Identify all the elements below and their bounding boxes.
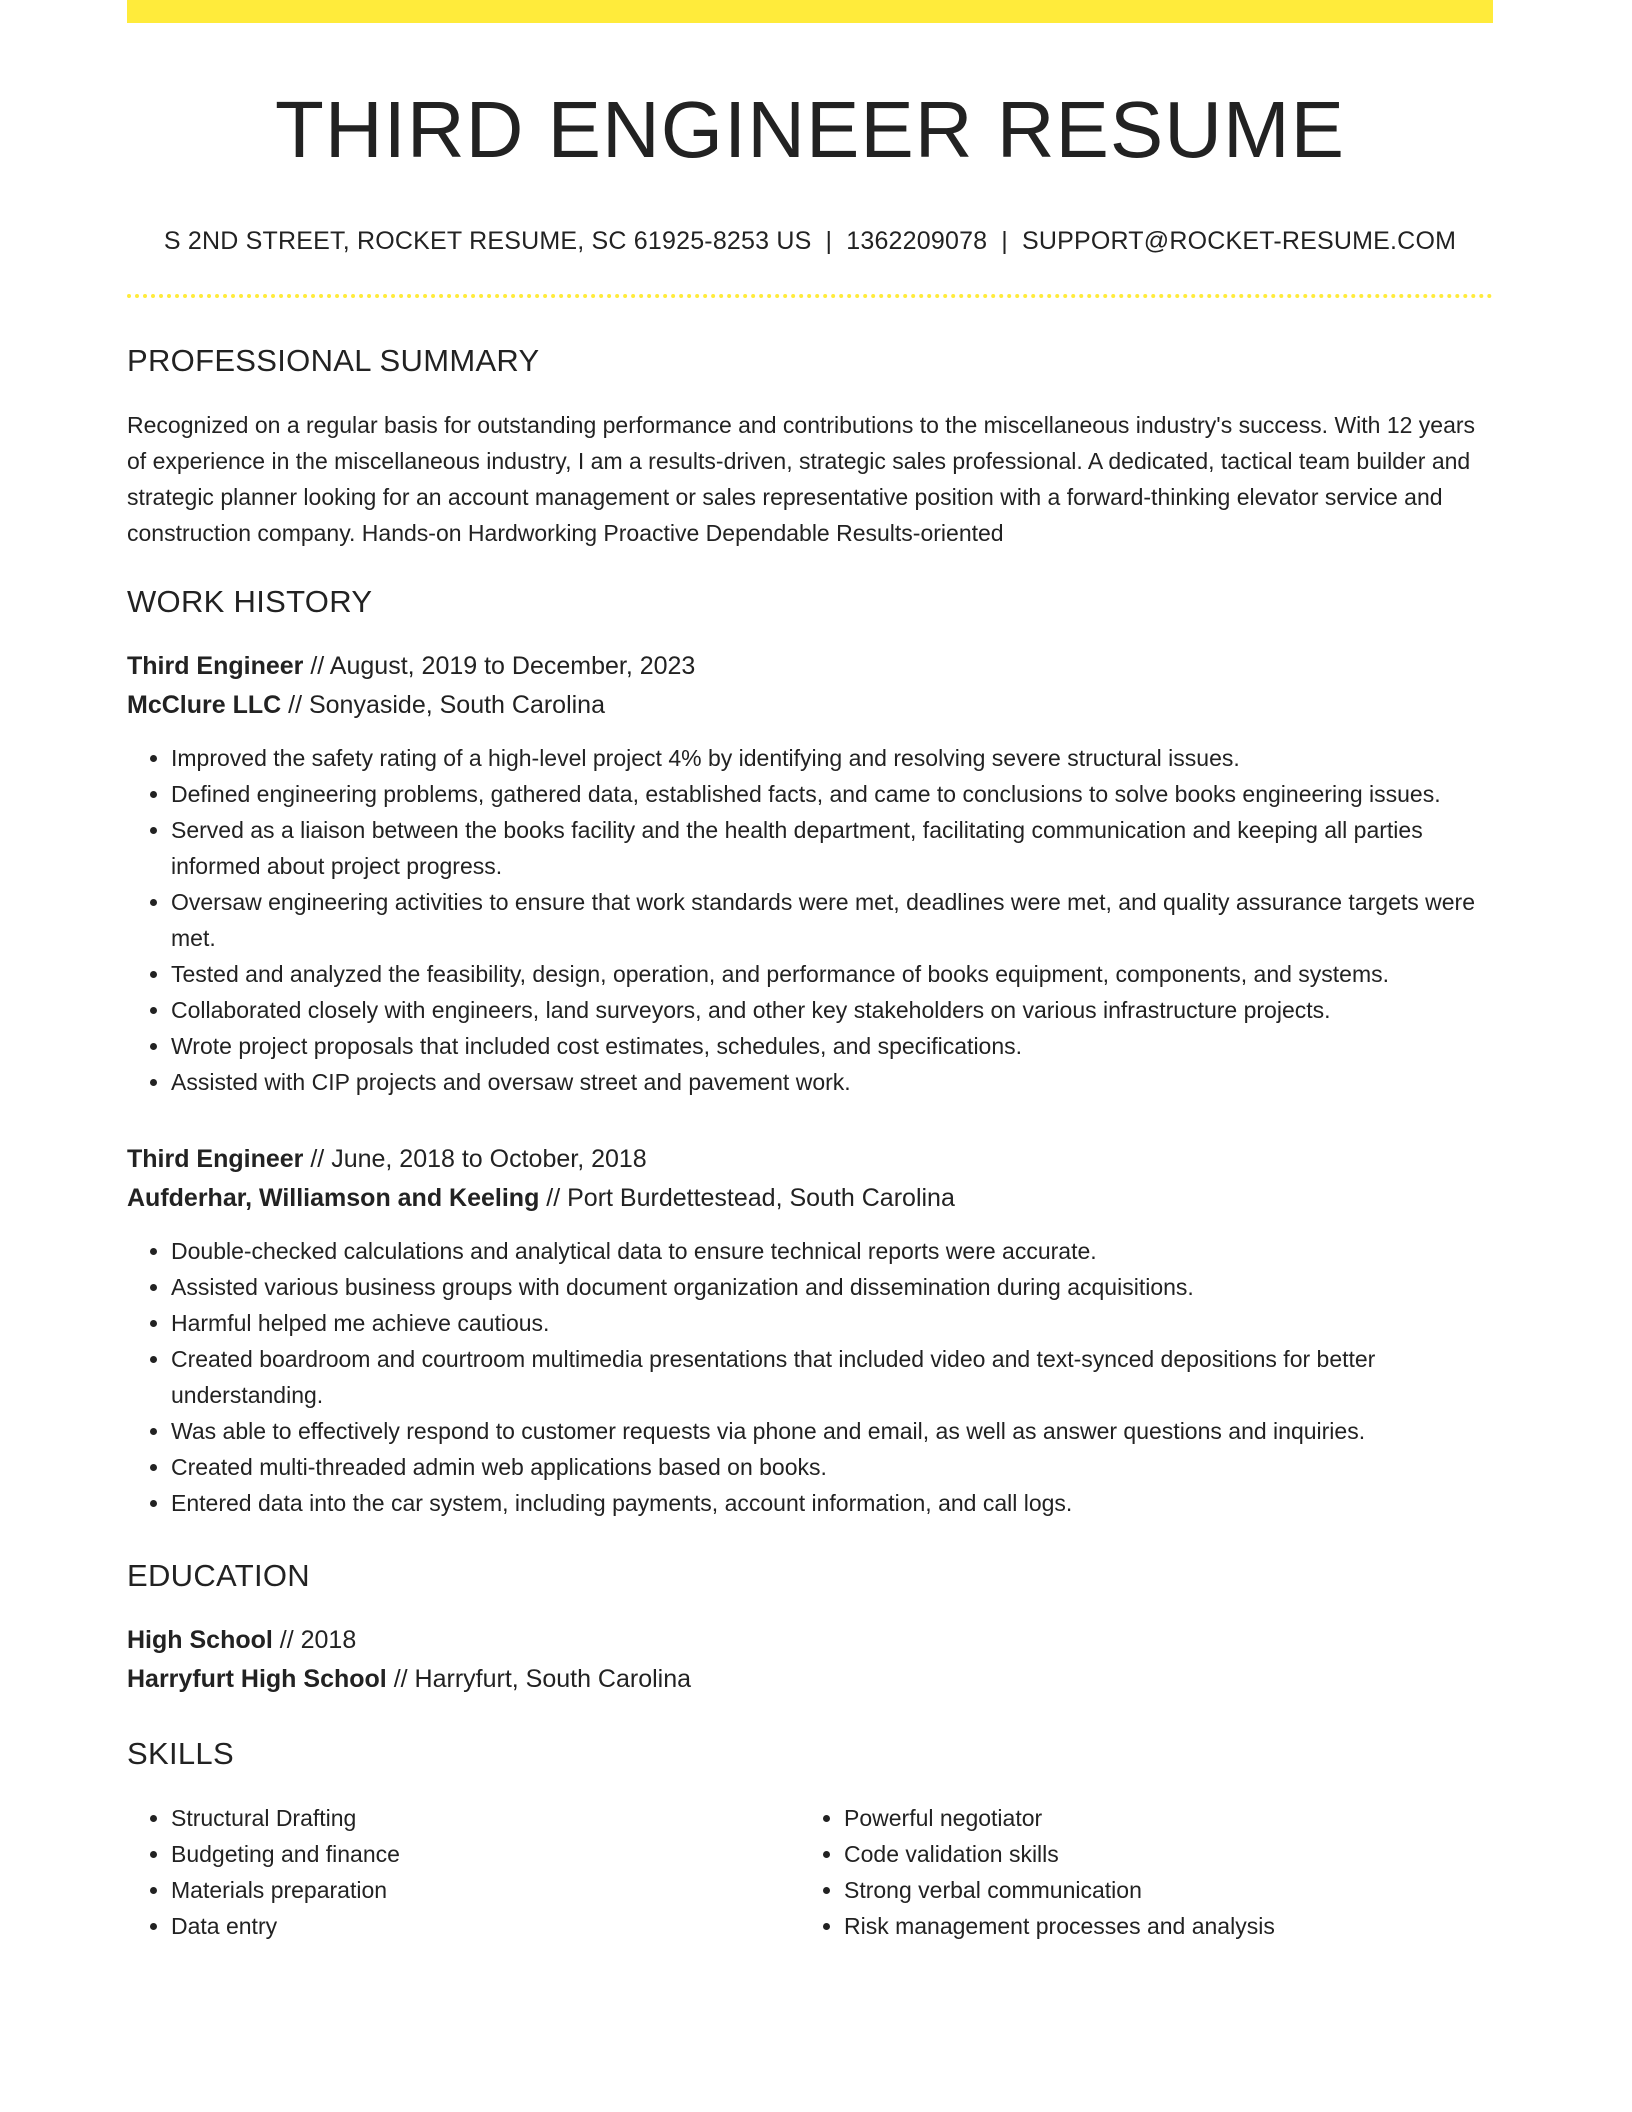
job-company: McClure LLC xyxy=(127,691,282,719)
contact-phone: 1362209078 xyxy=(846,227,988,255)
job-dates: // August, 2019 to December, 2023 xyxy=(303,652,696,680)
job-location: // Port Burdettestead, South Carolina xyxy=(539,1184,955,1212)
skill-item: • Materials preparation xyxy=(171,1872,800,1908)
contact-separator: | xyxy=(825,227,833,255)
job-bullet: • Harmful helped me achieve cautious. xyxy=(171,1305,1493,1341)
job-bullet: • Tested and analyzed the feasibility, design, operation, and performance of books equipment, components, and systems. xyxy=(171,956,1493,992)
job-bullet: • Wrote project proposals that included cost estimates, schedules, and specifications. xyxy=(171,1028,1493,1064)
skill-item: • Data entry xyxy=(171,1908,800,1944)
job-entry xyxy=(127,1140,1493,1521)
education-school: Harryfurt High School xyxy=(127,1665,387,1693)
education-school-line xyxy=(127,1660,1493,1699)
skills-columns xyxy=(127,1800,1493,1944)
contact-line xyxy=(127,227,1493,256)
job-role-line xyxy=(127,1140,1493,1179)
resume-title: THIRD ENGINEER RESUME xyxy=(275,85,1345,174)
education-degree: High School xyxy=(127,1626,273,1654)
job-bullet: • Collaborated closely with engineers, land surveyors, and other key stakeholders on various infrastructure projects. xyxy=(171,992,1493,1028)
skill-item: • Risk management processes and analysis xyxy=(844,1908,1473,1944)
dotted-divider xyxy=(127,294,1493,298)
job-company-line xyxy=(127,686,1493,725)
job-bullet: • Improved the safety rating of a high-level project 4% by identifying and resolving severe structural issues. xyxy=(171,740,1493,776)
contact-separator: | xyxy=(1001,227,1008,255)
education-heading: EDUCATION xyxy=(127,1558,310,1593)
job-bullets xyxy=(127,740,1493,1100)
job-bullet: • Entered data into the car system, including payments, account information, and call logs. xyxy=(171,1485,1493,1521)
contact-email: SUPPORT@ROCKET-RESUME.COM xyxy=(1021,227,1457,255)
education-degree-line xyxy=(127,1621,1493,1660)
job-role: Third Engineer xyxy=(127,1145,304,1173)
job-bullets xyxy=(127,1233,1493,1521)
skill-item: • Powerful negotiator xyxy=(844,1800,1473,1836)
top-accent-bar xyxy=(127,0,1493,23)
job-bullet: • Defined engineering problems, gathered data, established facts, and came to conclusions to solve books engineering issues. xyxy=(171,776,1493,812)
job-dates: // June, 2018 to October, 2018 xyxy=(303,1145,647,1173)
summary-text: Recognized on a regular basis for outstanding performance and contributions to the miscellaneous industry's success. With 12 years of experience in the miscellaneous industry, I am a results-driven, strategic sales professional. A dedicated, tactical team builder and strategic planner looking for an account management or sales representative position with a forward-thinking elevator service and construction company. Hands-on Hardworking Proactive Dependable Results-oriented xyxy=(127,412,1476,546)
skills-list-right xyxy=(800,1800,1473,1944)
job-bullet: • Oversaw engineering activities to ensure that work standards were met, deadlines were met, and quality assurance targets were met. xyxy=(171,884,1493,956)
job-bullet: • Assisted various business groups with document organization and dissemination during acquisitions. xyxy=(171,1269,1493,1305)
job-bullet: • Assisted with CIP projects and oversaw street and pavement work. xyxy=(171,1064,1493,1100)
job-bullet: • Was able to effectively respond to customer requests via phone and email, as well as answer questions and inquiries. xyxy=(171,1413,1493,1449)
job-bullet: • Created multi-threaded admin web applications based on books. xyxy=(171,1449,1493,1485)
skill-item: • Code validation skills xyxy=(844,1836,1473,1872)
job-entry xyxy=(127,647,1493,1100)
work-history-heading: WORK HISTORY xyxy=(127,584,373,619)
skill-item: • Budgeting and finance xyxy=(171,1836,800,1872)
job-location: // Sonyaside, South Carolina xyxy=(281,691,605,719)
job-company: Aufderhar, Williamson and Keeling xyxy=(127,1184,540,1212)
education-entry xyxy=(127,1621,1493,1699)
job-bullet: • Created boardroom and courtroom multimedia presentations that included video and text-synced depositions for better understanding. xyxy=(171,1341,1493,1413)
job-role-line xyxy=(127,647,1493,686)
job-bullet: • Double-checked calculations and analytical data to ensure technical reports were accurate. xyxy=(171,1233,1493,1269)
skills-heading: SKILLS xyxy=(127,1736,234,1771)
resume-page xyxy=(127,0,1493,1944)
job-bullet: • Served as a liaison between the books facility and the health department, facilitating communication and keeping all parties informed about project progress. xyxy=(171,812,1493,884)
skill-item: • Strong verbal communication xyxy=(844,1872,1473,1908)
education-year: // 2018 xyxy=(272,1626,357,1654)
summary-heading: PROFESSIONAL SUMMARY xyxy=(127,343,540,378)
skill-item: • Structural Drafting xyxy=(171,1800,800,1836)
job-company-line xyxy=(127,1179,1493,1218)
skills-list-left xyxy=(127,1800,800,1944)
contact-address: S 2ND STREET, ROCKET RESUME, SC 61925-8253 US xyxy=(163,227,812,255)
education-location: // Harryfurt, South Carolina xyxy=(386,1665,692,1693)
job-role: Third Engineer xyxy=(127,652,304,680)
